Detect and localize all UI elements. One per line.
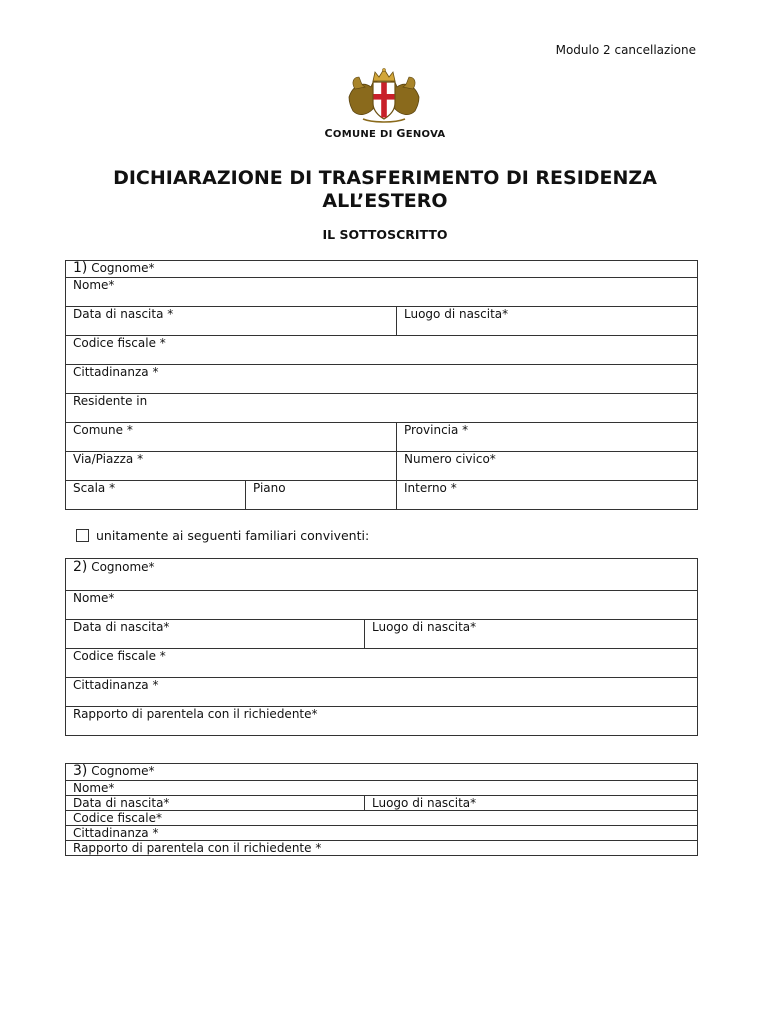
tax-code-field[interactable]: Codice fiscale* xyxy=(66,811,698,826)
municipality-field[interactable]: Comune * xyxy=(66,423,397,452)
name-field[interactable]: Nome* xyxy=(66,278,698,307)
citizenship-field[interactable]: Cittadinanza * xyxy=(66,826,698,841)
family-members-checkbox[interactable] xyxy=(76,529,89,542)
coat-of-arms-logo xyxy=(345,67,423,125)
residence-heading: Residente in xyxy=(66,394,698,423)
form-title-line2: ALL’ESTERO xyxy=(322,190,448,212)
module-label: Modulo 2 cancellazione xyxy=(555,43,696,57)
citizenship-field[interactable]: Cittadinanza * xyxy=(66,678,698,707)
relationship-field[interactable]: Rapporto di parentela con il richiedente* xyxy=(66,707,698,736)
birth-date-field[interactable]: Data di nascita* xyxy=(66,796,365,811)
staircase-field[interactable]: Scala * xyxy=(66,481,246,510)
form-subtitle: IL SOTTOSCRITTO xyxy=(322,227,448,242)
surname-field[interactable]: 3) Cognome* xyxy=(66,764,698,781)
street-number-field[interactable]: Numero civico* xyxy=(397,452,698,481)
surname-field[interactable]: 2) Cognome* xyxy=(66,559,698,591)
municipality-name: COMUNE DI GENOVA xyxy=(324,127,446,140)
family-member-3-section xyxy=(65,763,698,856)
birth-place-field[interactable]: Luogo di nascita* xyxy=(397,307,698,336)
apartment-field[interactable]: Interno * xyxy=(397,481,698,510)
birth-place-field[interactable]: Luogo di nascita* xyxy=(365,796,698,811)
province-field[interactable]: Provincia * xyxy=(397,423,698,452)
family-members-option[interactable] xyxy=(76,528,369,543)
family-members-label: unitamente ai seguenti familiari conviventi: xyxy=(96,528,370,543)
family-member-2-section xyxy=(65,558,698,736)
relationship-field[interactable]: Rapporto di parentela con il richiedente * xyxy=(66,841,698,856)
form-title-line1: DICHIARAZIONE DI TRASFERIMENTO DI RESIDENZA xyxy=(113,167,657,189)
name-field[interactable]: Nome* xyxy=(66,781,698,796)
surname-field[interactable]: 1) Cognome* xyxy=(66,261,698,278)
citizenship-field[interactable]: Cittadinanza * xyxy=(66,365,698,394)
birth-date-field[interactable]: Data di nascita * xyxy=(66,307,397,336)
tax-code-field[interactable]: Codice fiscale * xyxy=(66,649,698,678)
tax-code-field[interactable]: Codice fiscale * xyxy=(66,336,698,365)
name-field[interactable]: Nome* xyxy=(66,591,698,620)
street-field[interactable]: Via/Piazza * xyxy=(66,452,397,481)
form-title xyxy=(0,167,770,213)
floor-field[interactable]: Piano xyxy=(246,481,397,510)
birth-place-field[interactable]: Luogo di nascita* xyxy=(365,620,698,649)
applicant-section xyxy=(65,260,698,510)
birth-date-field[interactable]: Data di nascita* xyxy=(66,620,365,649)
